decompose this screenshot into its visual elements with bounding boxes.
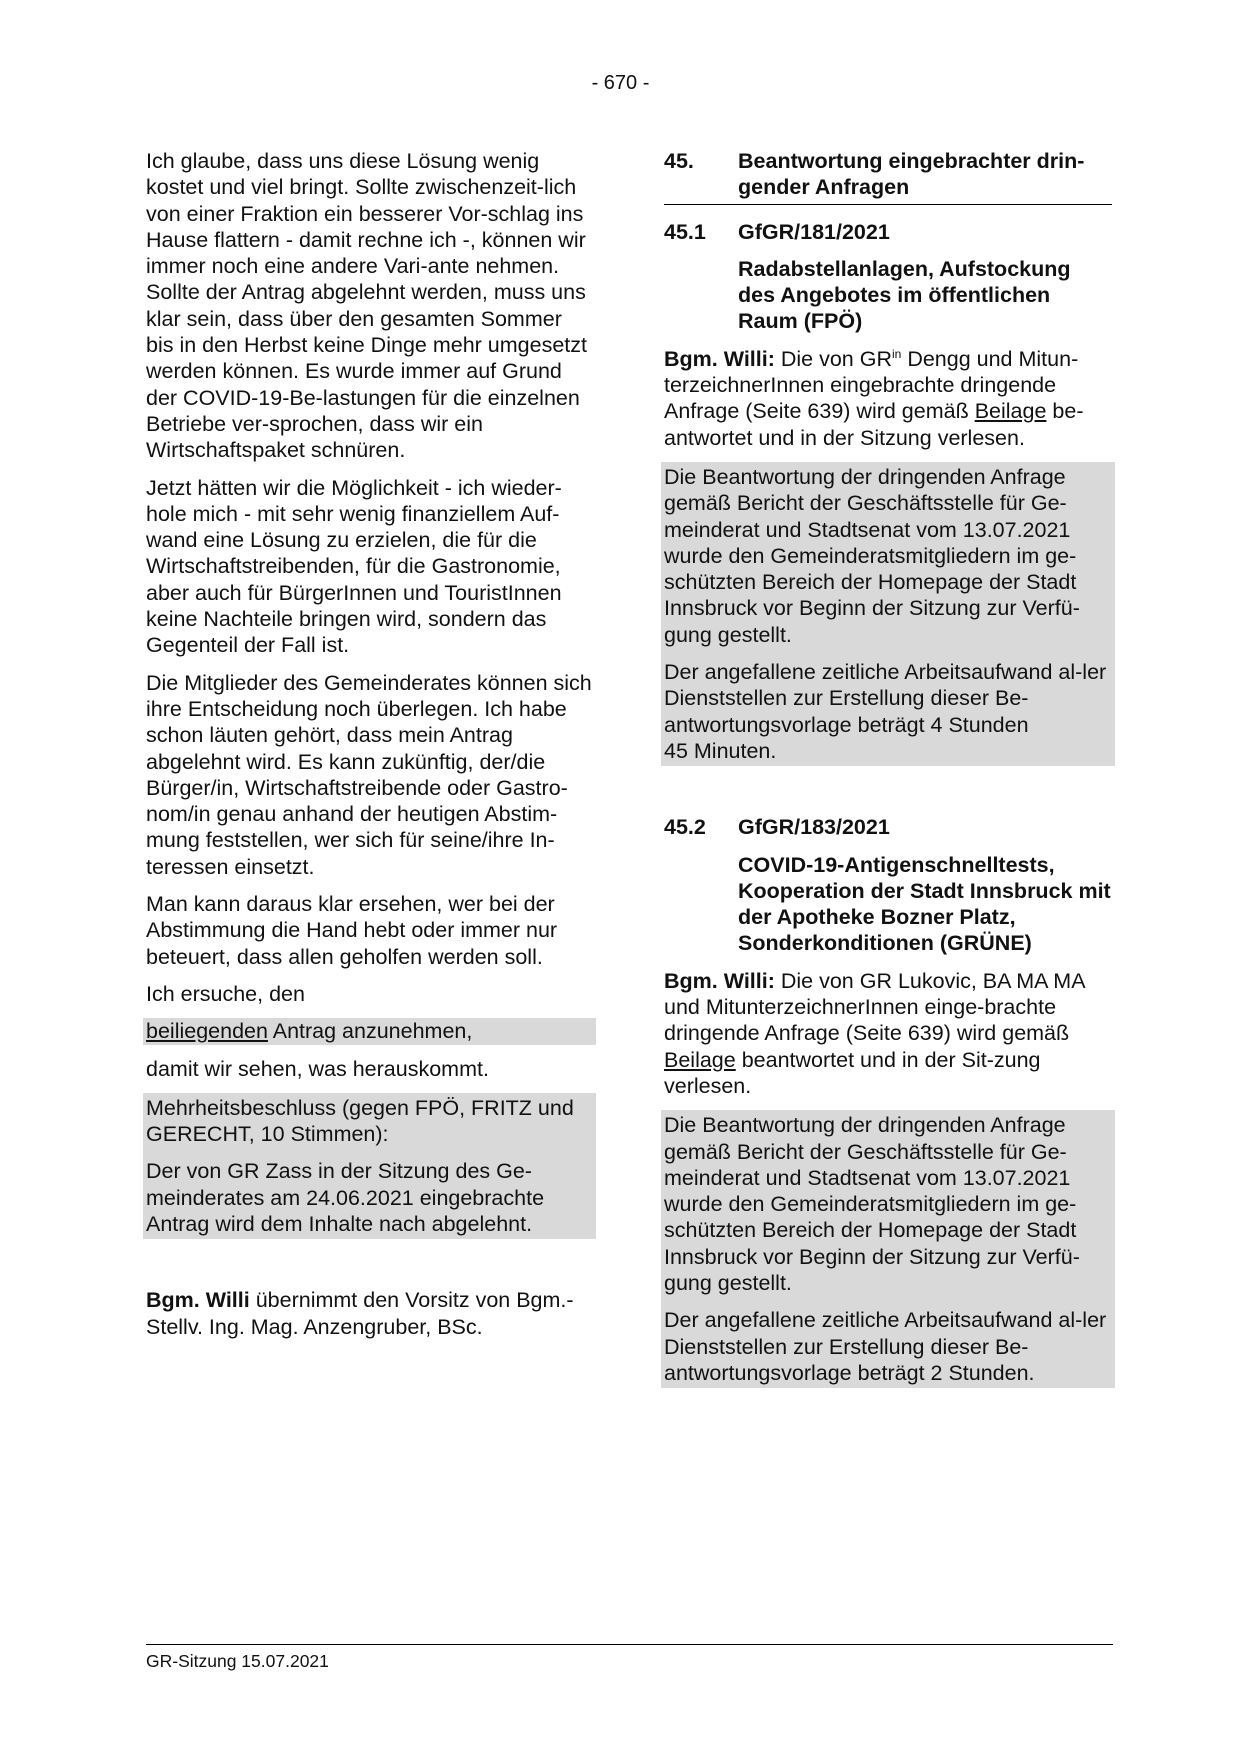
attachment-link[interactable]: Beilage [664, 1047, 736, 1072]
motion-line [143, 1018, 596, 1044]
speech-paragraph-1: Ich glaube, dass uns diese Lösung wenig kostet und viel bringt. Sollte zwischenzeit-lich von einer Fraktion ein besserer Vor-schlag ins Hause flattern - damit rechne ich -, können wir immer noch eine andere Vari-ante nehmen. Sollte der Antrag abgelehnt werden, muss uns klar sein, dass über den gesamten Sommer bis in den Herbst keine Dinge mehr umgesetzt werden können. Es wurde immer auf Grund der COVID-19-Be-lastungen für die einzelnen Betriebe ver-sprochen, dass wir ein Wirtschaftspaket schnüren. [146, 149, 587, 463]
left-column [146, 148, 593, 1351]
subsection-45-1-code: GfGR/181/2021 [738, 219, 890, 244]
subsection-45-1-heading [664, 219, 1112, 245]
speech-paragraph-3: Die Mitglieder des Gemeinderates können sich ihre Entscheidung noch überlegen. Ich habe schon läuten gehört, dass mein Antrag abgelehnt wird. Es kann zukünftig, der/die Bürger/in, Wirtschaftstreibende oder Gastro-nom/in genau anhand der heutigen Abstim-mung feststellen, wer sich für seine/ihre In-teressen einsetzt. [146, 670, 592, 879]
subsection-45-2-number: 45.2 [664, 815, 706, 840]
chair-note-text: übernimmt den Vorsitz von Bgm.-Stellv. Ing. Mag. Anzengruber, BSc. [146, 1288, 574, 1339]
effort-text-main: Der angefallene zeitliche Arbeitsaufwand al-ler Dienststellen zur Erstellung dieser Be-antwortungsvorlage beträgt 4 Stunden [664, 660, 1107, 737]
decision-box [143, 1093, 596, 1239]
gender-superscript: in [892, 346, 902, 361]
speech-paragraph-2: Jetzt hätten wir die Möglichkeit - ich wieder-hole mich - mit sehr wenig finanziellem Auf-wand eine Lösung zu erzielen, die für die Wirtschaftstreibenden, für die Gastronomie, aber auch für BürgerInnen und TouristInnen keine Nachteile bringen wird, sondern das Gegenteil der Fall ist. [146, 475, 562, 658]
effort-text-end: 45 Minuten. [664, 738, 777, 763]
subsection-45-2-title: COVID-19-Antigenschnelltests, Kooperation der Stadt Innsbruck mit der Apotheke Bozner Platz, Sonderkonditionen (GRÜNE) [738, 852, 1111, 956]
speaker-label: Bgm. Willi: [664, 968, 775, 993]
subsection-45-1-title: Radabstellanlagen, Aufstockung des Angebotes im öffentlichen Raum (FPÖ) [738, 256, 1071, 334]
subsection-45-1-number: 45.1 [664, 219, 706, 244]
footer-divider [146, 1644, 1113, 1645]
statement-text: Dengg und Mitun-terzeichnerInnen eingebrachte dringende Anfrage (Seite 639) wird gemäß [664, 346, 1079, 424]
statement-text: beantwortet und in der Sit-zung verlesen. [664, 1047, 1041, 1098]
subsection-45-1-statement [664, 346, 1112, 451]
speaker-label: Bgm. Willi: [664, 346, 775, 371]
right-column [664, 148, 1112, 1388]
subsection-45-1-answer-box [661, 462, 1115, 766]
section-45-heading [664, 148, 1112, 205]
statement-text: be-antwortet und in der Sitzung verlesen. [664, 399, 1084, 450]
decision-vote: Mehrheitsbeschluss (gegen FPÖ, FRITZ und GERECHT, 10 Stimmen): [146, 1095, 574, 1147]
speech-paragraph-4: Man kann daraus klar ersehen, wer bei der Abstimmung die Hand hebt oder immer nur beteuert, dass allen geholfen werden soll. [146, 892, 558, 969]
section-45-title: Beantwortung eingebrachter drin-gender Anfragen [738, 149, 1085, 200]
chair-change-note [146, 1287, 593, 1340]
section-45-number: 45. [664, 149, 694, 173]
attachment-link[interactable]: beiliegenden [146, 1019, 268, 1044]
effort-text: Der angefallene zeitliche Arbeitsaufwand al-ler Dienststellen zur Erstellung dieser Be-antwortungsvorlage beträgt 2 Stunden. [664, 1308, 1107, 1385]
answer-text: Die Beantwortung der dringenden Anfrage gemäß Bericht der Geschäftsstelle für Ge-meinderat und Stadtsenat vom 13.07.2021 wurde den Gemeinderatsmitgliedern im ge-schützten Bereich der Homepage der Stadt Innsbruck vor Beginn der Sitzung zur Verfü-gung gestellt. [664, 1113, 1080, 1295]
speech-paragraph-5: Ich ersuche, den [146, 981, 305, 1006]
chair-name: Bgm. Willi [146, 1288, 250, 1313]
statement-text: Die von GR Lukovic, BA MA MA und MitunterzeichnerInnen einge-brachte dringende Anfrage (Seite 639) wird gemäß [664, 968, 1085, 1046]
statement-text: Die von GR [774, 346, 892, 371]
attachment-link[interactable]: Beilage [974, 399, 1047, 424]
subsection-45-2-code: GfGR/183/2021 [738, 815, 890, 840]
speech-paragraph-6: damit wir sehen, was herauskommt. [146, 1056, 489, 1081]
subsection-45-2-heading [664, 814, 1112, 840]
subsection-45-2-statement [664, 968, 1112, 1099]
page-number: - 670 - [591, 72, 650, 94]
footer-session-date: GR-Sitzung 15.07.2021 [146, 1651, 329, 1671]
decision-text: Der von GR Zass in der Sitzung des Ge-meinderates am 24.06.2021 eingebrachte Antrag wird dem Inhalte nach abgelehnt. [146, 1159, 545, 1236]
effort-text [664, 659, 1112, 764]
answer-text: Die Beantwortung der dringenden Anfrage gemäß Bericht der Geschäftsstelle für Ge-meinderat und Stadtsenat vom 13.07.2021 wurde den Gemeinderatsmitgliedern im ge-schützten Bereich der Homepage der Stadt Innsbruck vor Beginn der Sitzung zur Verfü-gung gestellt. [664, 464, 1080, 647]
subsection-45-2-answer-box [661, 1110, 1115, 1388]
motion-line-text: Antrag anzunehmen, [267, 1019, 473, 1044]
